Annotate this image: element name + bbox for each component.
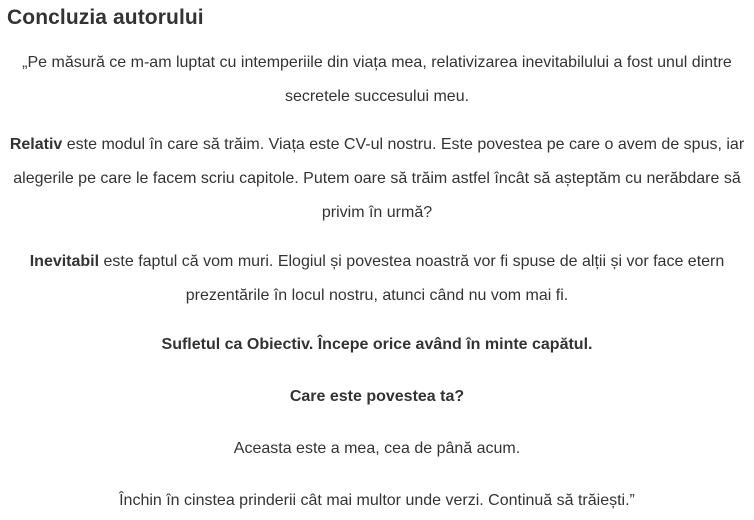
closing-toast-line: Închin în cinstea prinderii cât mai multor unde verzi. Continuă să trăiești.”: [119, 492, 635, 509]
inevitabil-lead-word: Inevitabil: [29, 253, 100, 270]
inevitabil-paragraph-text: este faptul că vom muri. Elogiul și povestea noastră vor fi spuse de alții și vor face etern prezentările în locul nostru, atunci când nu vom mai fi.: [99, 253, 725, 304]
inevitabil-paragraph: [0, 245, 754, 313]
author-story-line: Aceasta este a mea, cea de până acum.: [233, 440, 521, 457]
quote-paragraph: „Pe măsură ce m-am luptat cu intemperiile din viața mea, relativizarea inevitabilului a fost unul dintre secretele succesului meu.: [22, 54, 732, 105]
relativ-lead-word: Relativ: [9, 136, 63, 153]
section-heading: Concluzia autorului: [7, 6, 204, 29]
relativ-paragraph: [0, 128, 754, 230]
soul-objective-statement: Sufletul ca Obiectiv. Începe orice având în minte capătul.: [161, 336, 593, 353]
story-question: Care este povestea ta?: [289, 388, 465, 405]
relativ-paragraph-text: este modul în care să trăim. Viața este CV-ul nostru. Este povestea pe care o avem de spus, iar alegerile pe care le facem scriu capitole. Putem oare să trăim astfel încât să așteptăm cu nerăbdare să privim în urmă?: [13, 136, 745, 221]
